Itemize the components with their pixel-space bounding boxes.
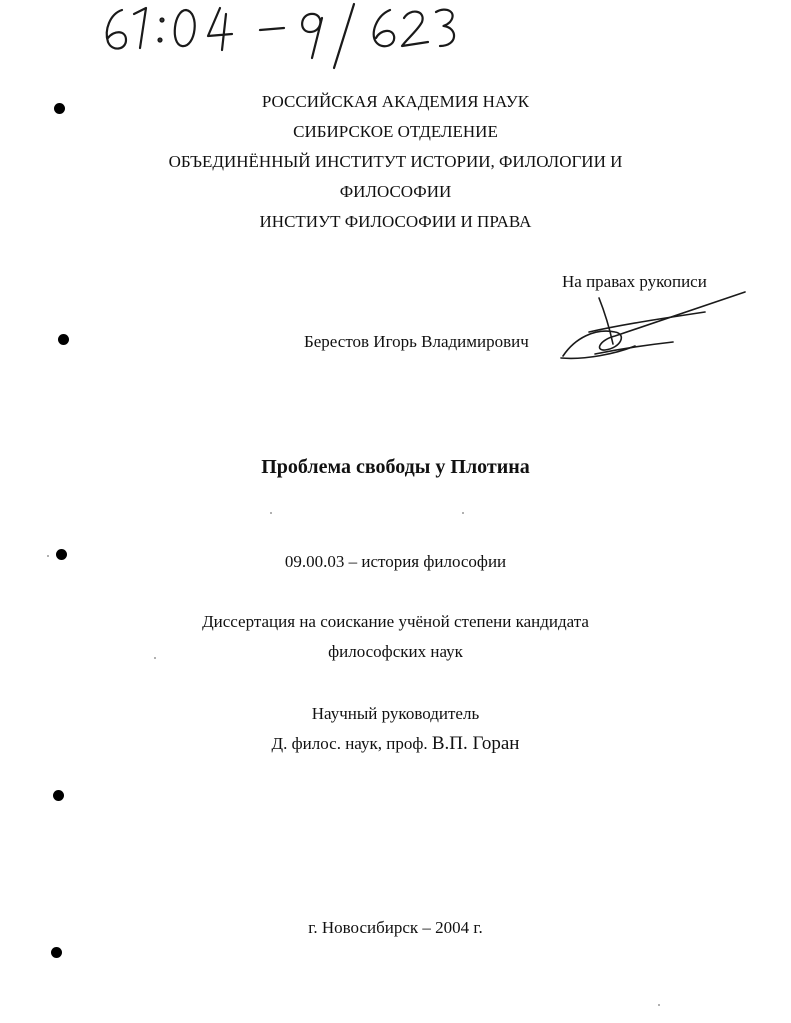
punch-hole [56,549,67,560]
dissertation-degree-line2: философских наук [328,642,463,661]
dissertation-degree-line1: Диссертация на соискание учёной степени кандидата [202,612,589,631]
advisor-line [0,734,791,754]
scan-speck [270,512,272,514]
author-name: Берестов Игорь Владимирович [304,332,529,351]
punch-hole [54,103,65,114]
org-united-institute-cont: ФИЛОСОФИИ [339,182,452,201]
advisor-name: В.П. Горан [431,733,520,754]
scan-speck [154,657,156,659]
scan-speck [47,555,49,557]
scan-speck [658,1004,660,1006]
punch-hole [58,334,69,345]
specialty-code: 09.00.03 – история философии [284,552,507,571]
punch-hole [53,790,64,801]
punch-hole [51,947,62,958]
rights-note: На правах рукописи [562,272,707,291]
place-and-year: г. Новосибирск – 2004 г. [308,918,483,937]
org-institute: ИНСТИУТ ФИЛОСОФИИ И ПРАВА [259,212,532,231]
author-signature [555,288,755,368]
advisor-degree: Д. филос. наук, проф. [271,734,428,753]
org-academy: РОССИЙСКАЯ АКАДЕМИЯ НАУК [261,92,530,111]
scan-speck [462,512,464,514]
org-branch: СИБИРСКОЕ ОТДЕЛЕНИЕ [293,122,498,141]
dissertation-title: Проблема свободы у Плотина [261,456,530,478]
advisor-label: Научный руководитель [311,704,480,723]
handwritten-archive-number [100,0,460,70]
org-united-institute: ОБЪЕДИНЁННЫЙ ИНСТИТУТ ИСТОРИИ, ФИЛОЛОГИИ И [168,152,623,171]
